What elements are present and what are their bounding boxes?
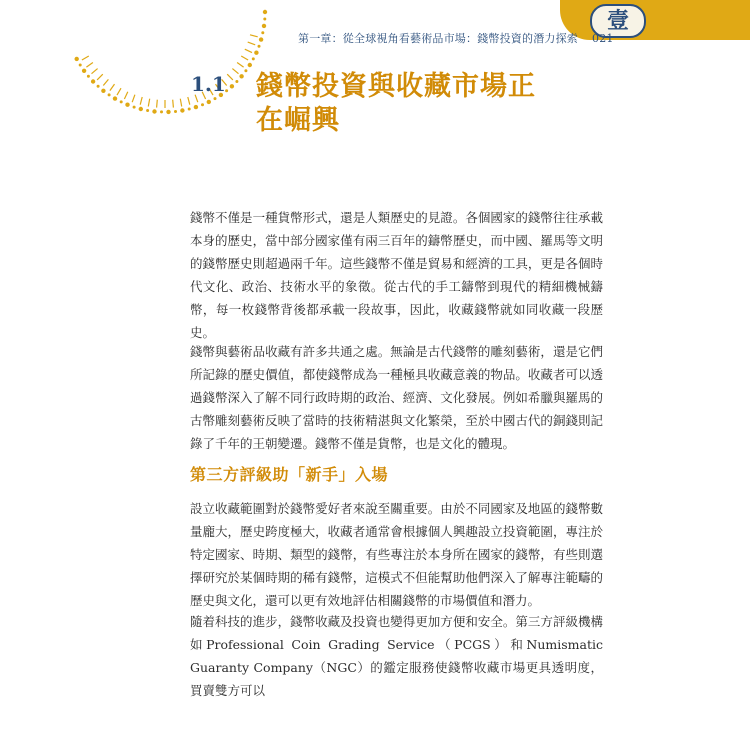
ornament-dot xyxy=(259,37,263,41)
ornament-dot xyxy=(188,108,191,111)
body-paragraph-1: 錢幣不僅是一種貨幣形式，還是人類歷史的見證。各個國家的錢幣往往承載本身的歷史，當中部分國家僅有兩三百年的鑄幣歷史，而中國、羅馬等文明的錢幣歷史則超過兩千年。這些錢幣不僅是貿易和經濟的工具，更是各個時代文化、政治、技術水平的象徵。從古代的手工鑄幣到現代的精細機械鑄幣，每一枚錢幣背後都承載一段故事，因此，收藏錢幣就如同收藏一段歷史。 xyxy=(190,210,603,340)
ornament-ray xyxy=(241,56,248,60)
page-number: 021 xyxy=(592,32,614,45)
ornament-dot xyxy=(207,100,211,104)
ornament-dot xyxy=(174,110,177,113)
ornament-dot xyxy=(82,69,86,73)
ornament-ray xyxy=(97,74,103,80)
ornament-dot xyxy=(201,103,204,106)
subheading: 第三方評級助「新手」入場 xyxy=(190,465,389,484)
ornament-dot xyxy=(244,69,247,72)
section-title: 錢幣投資與收藏市場正在崛興 xyxy=(256,71,536,136)
ornament-ray xyxy=(232,69,238,74)
ornament-dot xyxy=(87,75,90,78)
ornament-ray xyxy=(237,63,244,68)
ornament-dot xyxy=(97,85,100,88)
ornament-ray xyxy=(180,99,181,107)
ornament-dot xyxy=(263,18,266,21)
running-header xyxy=(298,30,614,46)
ornament-ray xyxy=(250,35,258,37)
ornament-dot xyxy=(180,108,184,112)
ornament-dot xyxy=(235,80,238,83)
dotted-arc-ornament xyxy=(75,10,268,114)
ornament-ray xyxy=(124,92,127,99)
ray-arc-ornament xyxy=(82,35,258,108)
ornament-dot xyxy=(239,74,243,78)
ornament-dot xyxy=(194,105,198,109)
ornament-dot xyxy=(166,110,170,114)
ornament-dot xyxy=(160,110,163,113)
ornament-dot xyxy=(125,103,129,107)
ornament-dot xyxy=(120,100,123,103)
ornament-dot xyxy=(133,106,136,109)
ornament-dot xyxy=(258,45,261,48)
ornament-dot xyxy=(79,64,82,67)
ornament-dot xyxy=(101,89,105,93)
ornament-dot xyxy=(262,24,266,28)
running-title: 第一章：從全球視角看藝術品市場：錢幣投資的潛力探索 xyxy=(298,32,578,45)
body-paragraph-2: 錢幣與藝術品收藏有許多共通之處。無論是古代錢幣的雕刻藝術，還是它們所記錄的歷史價值，都使錢幣成為一種極具收藏意義的物品。收藏者可以透過錢幣深入了解不同行政時期的政治、經濟、文化發展。例如希臘與羅馬的古幣雕刻藝術反映了當時的技術精湛與文化繁榮，至於中國古代的銅錢則記錄了千年的王朝變遷。錢幣不僅是貨幣，也是文化的體現。 xyxy=(190,344,603,451)
ornament-dot xyxy=(252,57,255,60)
ornament-dot xyxy=(261,31,264,34)
ornament-dot xyxy=(139,107,143,111)
ornament-ray xyxy=(148,99,149,107)
ornament-dot xyxy=(214,97,217,100)
ornament-dot xyxy=(146,109,149,112)
ornament-dot xyxy=(91,79,95,83)
ornament-ray xyxy=(173,100,174,108)
ornament-ray xyxy=(188,97,190,105)
ornament-ray xyxy=(117,88,121,95)
ornament-ray xyxy=(248,42,256,45)
ornament-ray xyxy=(157,100,158,108)
ornament-ray xyxy=(103,79,108,85)
ornament-dot xyxy=(108,93,111,96)
ornament-ray xyxy=(110,84,115,91)
ornament-dot xyxy=(230,84,234,88)
ornament-dot xyxy=(254,51,258,55)
ornament-ray xyxy=(86,63,93,68)
ornament-dot xyxy=(248,63,252,67)
body-paragraph-4: 隨着科技的進步，錢幣收藏及投資也變得更加方便和安全。第三方評級機構如Professional Coin Grading Service（PCGS）和Numismatic Guaranty Company（NGC）的鑑定服務使錢幣收藏市場更具透明度，買賣雙方可以 xyxy=(190,614,603,698)
ornament-dot xyxy=(75,57,79,61)
ornament-dot xyxy=(113,96,117,100)
ornament-ray xyxy=(227,74,233,80)
ornament-ray xyxy=(245,49,252,52)
chapter-badge: 壹 xyxy=(590,4,646,38)
ornament-ray xyxy=(140,97,142,105)
ornament-ray xyxy=(92,69,98,74)
section-number: 1.1 xyxy=(191,72,226,96)
ornament-ray xyxy=(82,56,89,60)
ornament-dot xyxy=(152,109,156,113)
ornament-ray xyxy=(132,95,135,103)
body-paragraph-3: 設立收藏範圍對於錢幣愛好者來說至關重要。由於不同國家及地區的錢幣數量龐大，歷史跨度極大，收藏者通常會根據個人興趣設立投資範圍，專注於特定國家、時期、類型的錢幣，有些專注於本身所在國家的錢幣，有些則選擇研究於某個時期的稀有錢幣，這模式不但能幫助他們深入了解專注範疇的歷史與文化，還可以更有效地評估相關錢幣的市場價值和潛力。 xyxy=(190,501,603,608)
ornament-dot xyxy=(263,10,267,14)
